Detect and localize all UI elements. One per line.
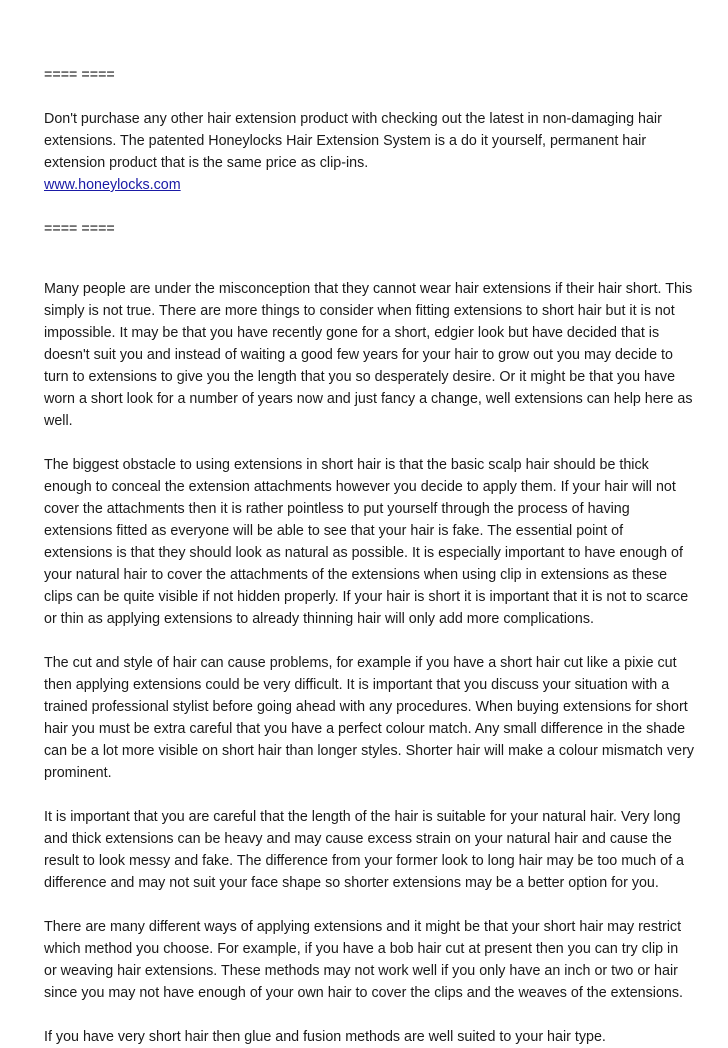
article-paragraph-6: If you have very short hair then glue and fusion methods are well suited to your hair type. xyxy=(44,1029,606,1045)
promo-text: Don't purchase any other hair extension product with checking out the latest in non-damaging hair extensions. The patented Honeylocks Hair Extension System is a do it yourself, permanent hair extension product that is the same price as clip-ins. xyxy=(44,111,662,171)
document-page xyxy=(44,64,694,1048)
article-paragraph-2: The biggest obstacle to using extensions in short hair is that the basic scalp hair should be thick enough to conceal the extension attachments however you decide to apply them. If your hair will not cover the attachments then it is rather pointless to put yourself through the process of having extensions fitted as everyone will be able to see that your hair is fake. The essential point of extensions is that they should look as natural as possible. It is especially important to have enough of your natural hair to cover the attachments of the extensions when using clip in extensions as these clips can be quite visible if not hidden properly. If your hair is short it is important that it is not to scarce or thin as applying extensions to already thinning hair will only add more complications. xyxy=(44,457,689,627)
article-paragraph-3: The cut and style of hair can cause problems, for example if you have a short hair cut like a pixie cut then applying extensions could be very difficult. It is important that you discuss your situation with a trained professional stylist before going ahead with any procedures. When buying extensions for short hair you must be extra careful that you have a perfect colour match. Any small difference in the shade can be a lot more visible on short hair than longer styles. Shorter hair will make a colour mismatch very prominent. xyxy=(44,655,694,781)
article-paragraph-5: There are many different ways of applying extensions and it might be that your short hair may restrict which method you choose. For example, if you have a bob hair cut at present then you can try clip in or weaving hair extensions. These methods may not work well if you only have an inch or two or hair since you may not have enough of your own hair to cover the clips and the weaves of the extensions. xyxy=(44,919,683,1001)
honeylocks-link[interactable]: www.honeylocks.com xyxy=(44,177,181,193)
separator-bottom: ==== ==== xyxy=(44,221,115,237)
article-paragraph-4: It is important that you are careful that the length of the hair is suitable for your natural hair. Very long and thick extensions can be heavy and may cause excess strain on your natural hair and cause the result to look messy and fake. The difference from your former look to long hair may be too much of a difference and may not suit your face shape so shorter extensions may be a better option for you. xyxy=(44,809,684,891)
separator-top: ==== ==== xyxy=(44,67,115,83)
article-paragraph-1: Many people are under the misconception that they cannot wear hair extensions if their hair short. This simply is not true. There are more things to consider when fitting extensions to short hair but it is not impossible. It may be that you have recently gone for a short, edgier look but have decided that is doesn't suit you and instead of waiting a good few years for your hair to grow out you may decide to turn to extensions to give you the length that you so desperately desire. Or it might be that you have worn a short look for a number of years now and just fancy a change, well extensions can help here as well. xyxy=(44,281,693,429)
